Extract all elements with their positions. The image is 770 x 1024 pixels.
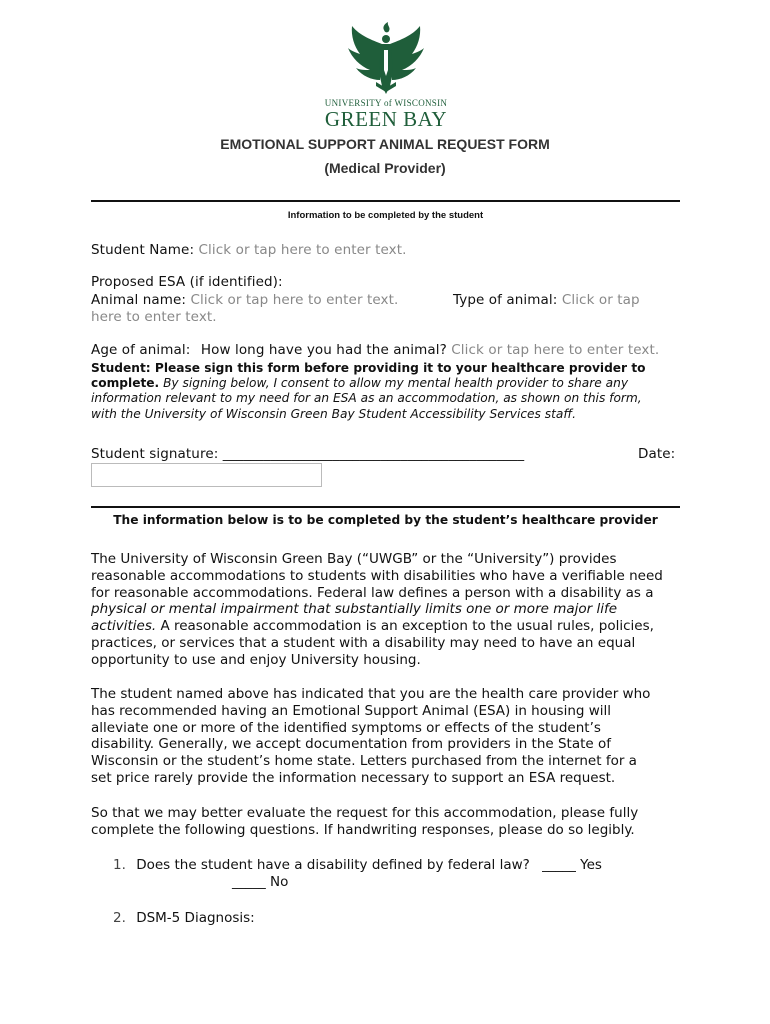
question-text: Does the student have a disability defined by federal law? xyxy=(136,857,530,873)
campus-name: GREEN BAY xyxy=(324,107,448,131)
paragraph-line: physical or mental impairment that substantially limits one or more major life xyxy=(91,601,618,618)
animal-name-row xyxy=(91,292,398,308)
provider-section-caption: The information below is to be completed by the student’s healthcare provider xyxy=(113,513,658,527)
date-label: Date: xyxy=(638,446,676,462)
signature-label: Student signature: xyxy=(91,446,219,462)
student-name-label: Student Name: xyxy=(91,242,195,258)
consent-italic-2: information relevant to my need for an ESA as an accommodation, as shown on this form, xyxy=(91,391,642,406)
question-text: DSM-5 Diagnosis: xyxy=(136,910,255,926)
student-name-row xyxy=(91,242,407,258)
paragraph-line: The University of Wisconsin Green Bay (“UWGB” or the “University”) provides xyxy=(91,551,617,567)
question-2 xyxy=(113,910,255,926)
student-name-field[interactable]: Click or tap here to enter text. xyxy=(198,242,407,258)
consent-bold-line: Student: Please sign this form before providing it to your healthcare provider to xyxy=(91,361,646,375)
no-option[interactable]: _____ No xyxy=(232,874,289,890)
age-label: Age of animal: xyxy=(91,342,191,358)
consent-italic-3: with the University of Wisconsin Green Bay Student Accessibility Services staff. xyxy=(91,406,577,421)
animal-type-label: Type of animal: xyxy=(453,292,558,308)
form-subtitle: (Medical Provider) xyxy=(324,160,446,176)
question-1 xyxy=(113,857,602,873)
paragraph-line: Wisconsin or the student’s home state. Letters purchased from the internet for a xyxy=(91,753,637,770)
animal-type-row xyxy=(453,292,640,308)
question-number: 2. xyxy=(113,910,126,926)
paragraph-line: set price rarely provide the information necessary to support an ESA request. xyxy=(91,769,616,786)
phoenix-logo-icon xyxy=(346,22,426,94)
signature-line: ____________________________________________ xyxy=(222,446,525,462)
paragraph-line: complete the following questions. If handwriting responses, please do so legibly. xyxy=(91,821,635,838)
consent-italic-1: By signing below, I consent to allow my mental health provider to share any xyxy=(163,376,629,391)
consent-statement xyxy=(91,361,681,422)
paragraph-line: reasonable accommodations to students with disabilities who have a verifiable need xyxy=(91,567,663,584)
paragraph-line: for reasonable accommodations. Federal law defines a person with a disability as a xyxy=(91,584,654,601)
age-row xyxy=(91,342,659,358)
university-line: UNIVERSITY of WISCONSIN xyxy=(324,98,448,108)
paragraph-line: has recommended having an Emotional Support Animal (ESA) in housing will xyxy=(91,702,612,719)
signature-input[interactable] xyxy=(91,463,322,487)
instructions-paragraph xyxy=(91,805,681,839)
paragraph-line: opportunity to use and enjoy University housing. xyxy=(91,651,421,668)
animal-type-field-continued[interactable]: here to enter text. xyxy=(91,309,217,325)
how-long-label: How long have you had the animal? xyxy=(200,342,447,358)
proposed-esa-label: Proposed ESA (if identified): xyxy=(91,274,283,290)
form-title: EMOTIONAL SUPPORT ANIMAL REQUEST FORM xyxy=(220,136,550,152)
divider xyxy=(91,200,680,202)
intro-paragraph xyxy=(91,551,681,669)
how-long-field[interactable]: Click or tap here to enter text. xyxy=(451,342,660,358)
consent-bold-complete: complete. xyxy=(91,376,160,391)
question-number: 1. xyxy=(113,857,126,873)
animal-name-label: Animal name: xyxy=(91,292,187,308)
paragraph-line: The student named above has indicated that you are the health care provider who xyxy=(91,686,651,702)
university-logo xyxy=(323,22,449,94)
signature-row xyxy=(91,446,524,462)
animal-name-field[interactable]: Click or tap here to enter text. xyxy=(190,292,399,308)
student-section-caption: Information to be completed by the student xyxy=(287,210,484,221)
paragraph-line: disability. Generally, we accept documentation from providers in the State of xyxy=(91,736,612,753)
provider-paragraph xyxy=(91,686,681,787)
paragraph-line: practices, or services that a student with a disability may need to have an equal xyxy=(91,634,636,651)
paragraph-line: alleviate one or more of the identified symptoms or effects of the student’s xyxy=(91,719,601,736)
yes-option[interactable]: _____ Yes xyxy=(542,857,602,873)
paragraph-line: A reasonable accommodation is an exception to the usual rules, policies, xyxy=(156,618,654,635)
paragraph-line: So that we may better evaluate the request for this accommodation, please fully xyxy=(91,805,639,821)
divider xyxy=(91,506,680,508)
animal-type-field[interactable]: Click or tap xyxy=(561,292,640,308)
paragraph-italic: activities. xyxy=(91,618,157,635)
